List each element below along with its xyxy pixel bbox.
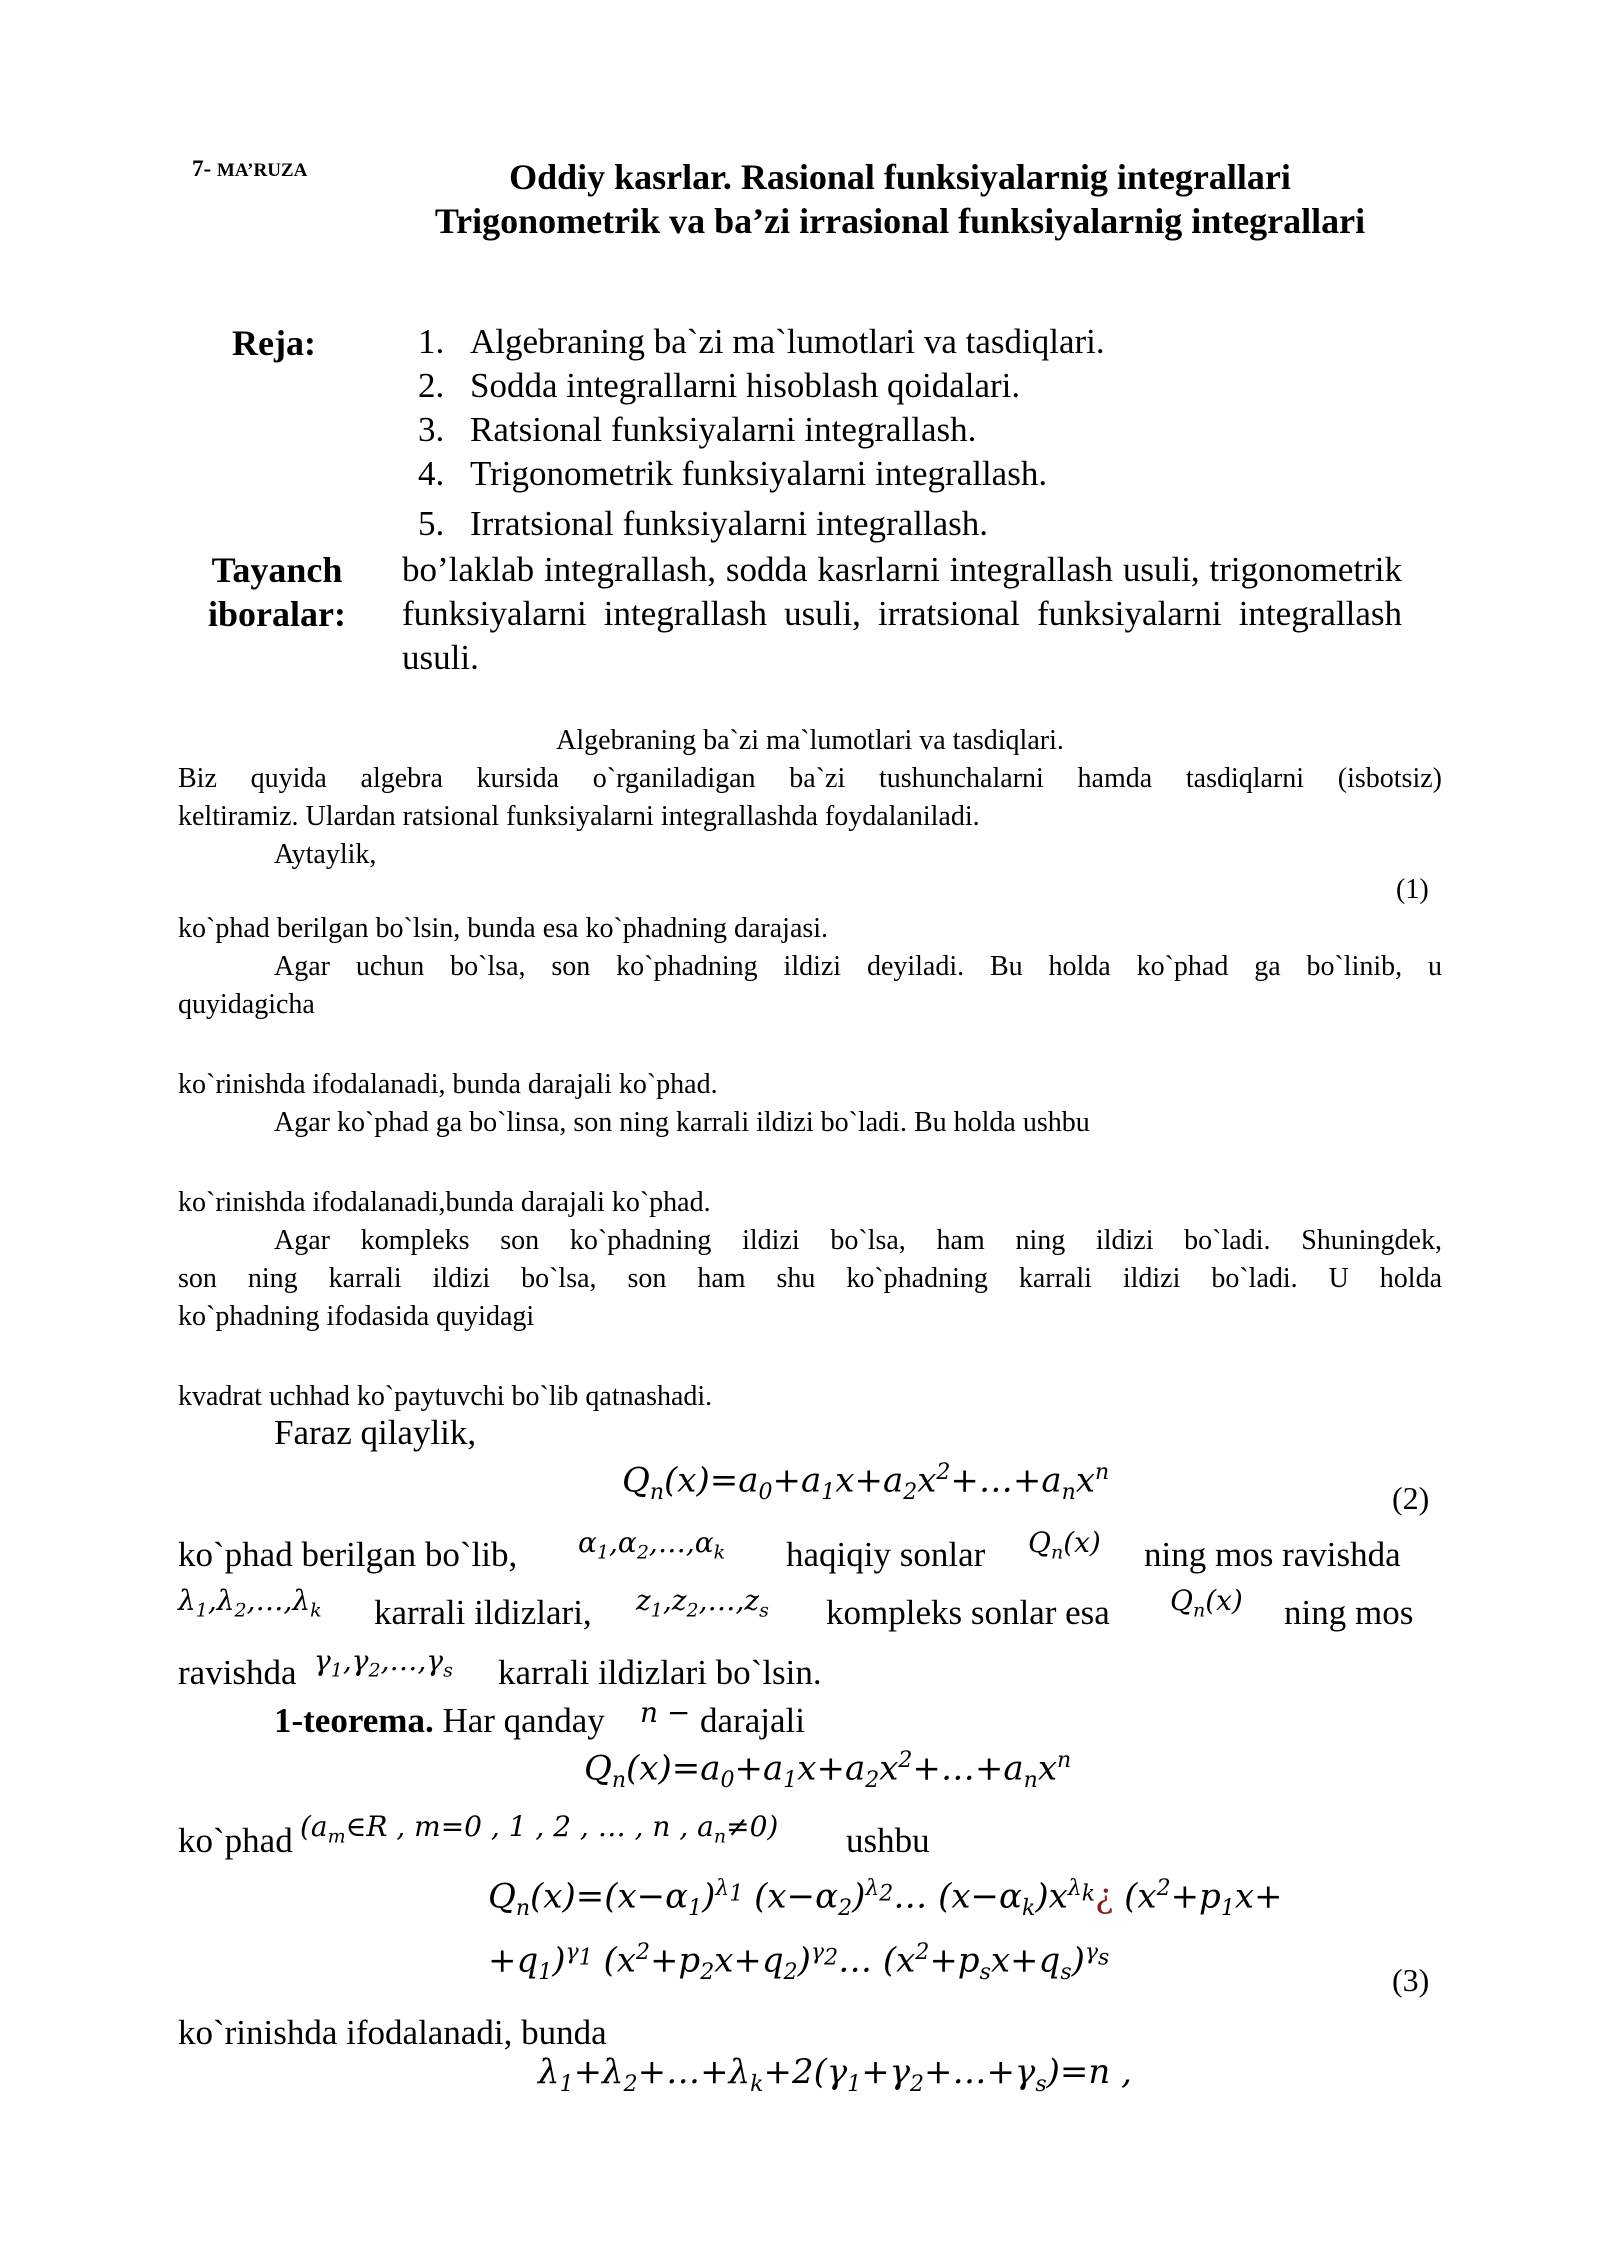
- plan-label: Reja:: [232, 323, 316, 363]
- lambda-multiplicities: $\lambda_1,\lambda_2,\dots,\lambda_k$: [178, 1584, 322, 1622]
- theorem-line: [274, 1700, 605, 1742]
- theorem-text-b: darajali: [700, 1701, 805, 1740]
- plan-item: 4. Trigonometrik funksiyalarni integrallash.: [418, 454, 1048, 493]
- faraz-line-2-a: karrali ildizlari,: [374, 1593, 592, 1632]
- lecture-word: MA’RUZA: [216, 160, 308, 181]
- theorem-label: 1-teorema.: [274, 1701, 434, 1740]
- equation-2: $Q_n(x)=a_0+a_1x+a_2x^2+\dots+a_nx^n$: [622, 1460, 1110, 1506]
- section-title: Algebraning ba`zi ma`lumotlari va tasdiqlari.: [556, 725, 1064, 756]
- theorem-text-a: Har qanday: [442, 1701, 605, 1740]
- faraz-line-1-c: ning mos ravishda: [1144, 1535, 1401, 1574]
- qn-x-1: $Q_n(x)$: [1028, 1526, 1101, 1564]
- plan-list: [418, 320, 1105, 546]
- alpha-roots: $\alpha_1,\alpha_2,\dots,\alpha_k$: [578, 1526, 726, 1564]
- keywords-label: Tayanch iboralar:: [208, 550, 346, 634]
- gamma-multiplicities: $\gamma_1,\gamma_2,\dots,\gamma_s$: [314, 1644, 453, 1682]
- intro-line-2: keltiramiz. Ulardan ratsional funksiyalarni integrallashda foydalaniladi.: [178, 801, 980, 832]
- keywords-text: bo’laklab integrallash, sodda kasrlarni integrallash usuli, trigonometrik funksiyalarni integrallash usuli, irratsional funksiyalarni integrallash usuli.: [402, 550, 1402, 677]
- intro-line-1: Biz quyida algebra kursida o`rganiladigan ba`zi tushunchalarni hamda tasdiqlarni (isbotsiz): [178, 763, 1442, 794]
- z-roots: $z_1,z_2,\dots,z_s$: [636, 1584, 769, 1622]
- paragraph-1: ko`phad berilgan bo`lsin, bunda esa ko`phadning darajasi.: [178, 913, 829, 944]
- paragraph-3: ko`rinishda ifodalanadi, bunda darajali ko`phad.: [178, 1069, 718, 1100]
- plan-item: 5. Irratsional funksiyalarni integrallash.: [418, 504, 989, 543]
- paragraph-2-line-1: Agar uchun bo`lsa, son ko`phadning ildizi deyiladi. Bu holda ko`phad ga bo`linib, u: [274, 951, 1442, 982]
- kophad-text: ko`phad: [178, 1821, 293, 1860]
- aytaylik-text: Aytaylik,: [274, 839, 377, 870]
- lecture-number: [192, 156, 307, 182]
- qn-x-2: $Q_n(x)$: [1170, 1584, 1243, 1622]
- faraz-line-1-b: haqiqiy sonlar: [786, 1535, 986, 1574]
- equation-3-line-1: $Q_n(x)=(x-\alpha_1)^{\lambda_1}$ $(x-\alpha_2)^{\lambda_2}\dots$ $(x-\alpha_k)x^{\lambda_k}¿$ ($x^2+p_1x+$: [488, 1876, 1283, 1922]
- faraz-line-3-a: ravishda: [178, 1653, 297, 1692]
- equation-number-1: (1): [1396, 874, 1429, 905]
- paragraph-6-line-3: ko`phadning ifodasida quyidagi: [178, 1301, 535, 1332]
- paragraph-6-line-1: Agar kompleks son ko`phadning ildizi bo`lsa, ham ning ildizi bo`ladi. Shuningdek,: [274, 1225, 1442, 1256]
- paragraph-7: kvadrat uchhad ko`paytuvchi bo`lib qatnashadi.: [178, 1381, 713, 1412]
- title-line-2: Trigonometrik va ba’zi irrasional funksiyalarnig integrallari: [434, 201, 1366, 241]
- faraz-text: Faraz qilaylik,: [274, 1413, 477, 1452]
- plan-item: 2. Sodda integrallarni hisoblash qoidalari.: [418, 366, 1021, 405]
- equation-number-3: (3): [1392, 1962, 1430, 1998]
- lecture-num: 7-: [192, 156, 212, 181]
- paragraph-5: ko`rinishda ifodalanadi,bunda darajali ko`phad.: [178, 1187, 711, 1218]
- title-line-1: Oddiy kasrlar. Rasional funksiyalarnig integrallari: [509, 157, 1291, 197]
- plan-item: 1. Algebraning ba`zi ma`lumotlari va tasdiqlari.: [418, 322, 1105, 361]
- faraz-line-2-b: kompleks sonlar esa: [826, 1593, 1110, 1632]
- n-dash: n −: [640, 1696, 691, 1729]
- equation-3-line-2: $+q_1)^{\gamma_1}$ $(x^2+p_2x+q_2)^{\gamma_2}\dots$ $(x^2+p_sx+q_s)^{\gamma_s}$: [488, 1940, 1110, 1986]
- faraz-line-3-b: karrali ildizlari bo`lsin.: [498, 1653, 822, 1692]
- faraz-line-2-c: ning mos: [1284, 1593, 1414, 1632]
- paragraph-6-line-2: son ning karrali ildizi bo`lsa, son ham shu ko`phadning karrali ildizi bo`ladi. U holda: [178, 1263, 1442, 1294]
- faraz-line-1-a: ko`phad berilgan bo`lib,: [178, 1535, 518, 1574]
- paragraph-2-line-2: quyidagicha: [178, 989, 315, 1020]
- equation-number-2: (2): [1392, 1480, 1430, 1516]
- ushbu-text: ushbu: [846, 1821, 930, 1860]
- equation-qn: $Q_n(x)=a_0+a_1x+a_2x^2+\dots+a_nx^n$: [584, 1748, 1072, 1794]
- final-text: ko`rinishda ifodalanadi, bunda: [178, 2013, 607, 2052]
- plan-item: 3. Ratsional funksiyalarni integrallash.: [418, 410, 977, 449]
- paragraph-4: Agar ko`phad ga bo`linsa, son ning karrali ildizi bo`ladi. Bu holda ushbu: [274, 1107, 1090, 1138]
- equation-multiplicity-sum: $\lambda_1+\lambda_2+\dots+\lambda_k+2(\gamma_1+\gamma_2+\dots+\gamma_s)=n$ ,: [538, 2052, 1132, 2097]
- coefficient-condition: ($a_m\in R$ , m=0 , 1 , 2 , … , n , $a_n\ne 0$): [300, 1810, 779, 1848]
